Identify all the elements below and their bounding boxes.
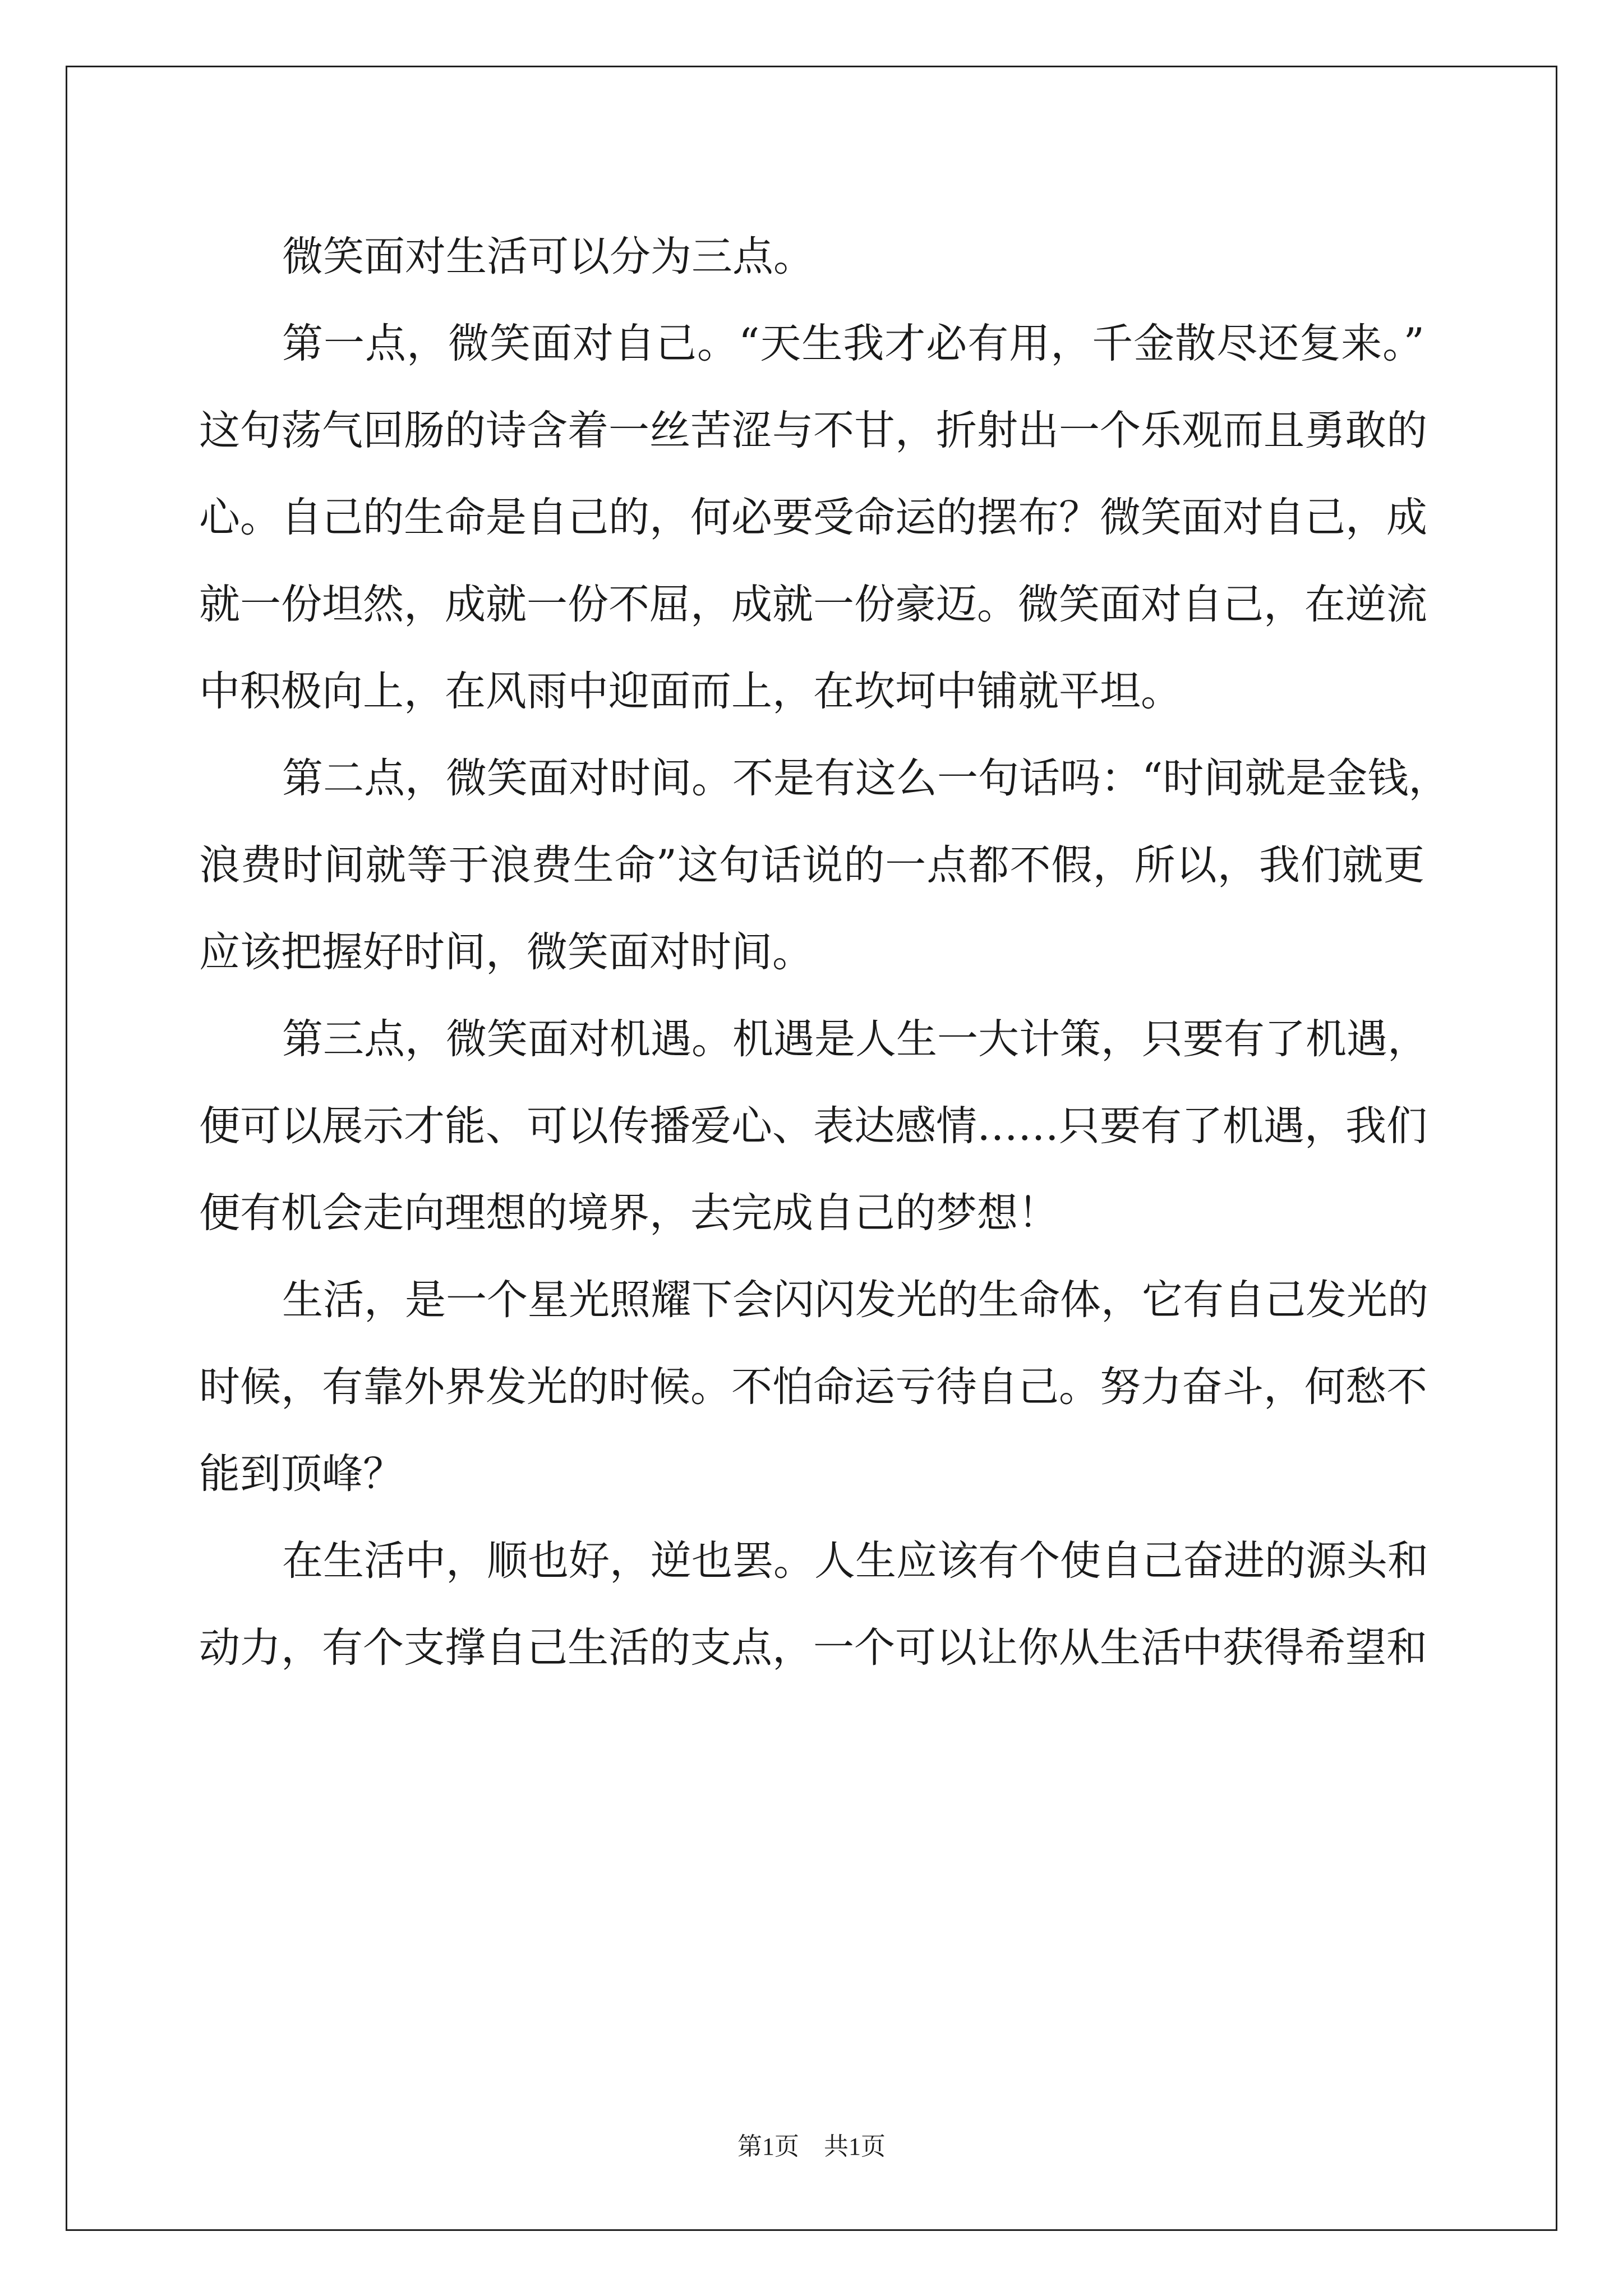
- text-line: 中积极向上，在风雨中迎面而上，在坎坷中铺就平坦。: [199, 668, 1182, 715]
- text-line: 浪费时间就等于浪费生命”这句话说的一点都不假，所以，我们就更: [199, 841, 1424, 889]
- text-line: 第三点，微笑面对机遇。机遇是人生一大计策，只要有了机遇，: [282, 1015, 1428, 1063]
- text-line: 时候，有靠外界发光的时候。不怕命运亏待自己。努力奋斗，何愁不: [199, 1363, 1427, 1411]
- text-line: 能到顶峰？: [199, 1450, 404, 1498]
- page-total: 共1页: [824, 2133, 886, 2160]
- page-number: 第1页: [737, 2133, 799, 2160]
- document-body: [199, 213, 1450, 1691]
- text-line: 动力，有个支撑自己生活的支点，一个可以让你从生活中获得希望和: [199, 1624, 1427, 1672]
- text-line: 便有机会走向理想的境界，去完成自己的梦想！: [199, 1189, 1059, 1237]
- text-line: 生活，是一个星光照耀下会闪闪发光的生命体，它有自己发光的: [282, 1276, 1428, 1324]
- text-line: 微笑面对生活可以分为三点。: [282, 233, 814, 280]
- text-line: 第二点，微笑面对时间。不是有这么一句话吗：“时间就是金钱，: [282, 754, 1450, 802]
- text-line: 就一份坦然，成就一份不屈，成就一份豪迈。微笑面对自己，在逆流: [199, 581, 1427, 628]
- text-line: 这句荡气回肠的诗含着一丝苦涩与不甘，折射出一个乐观而且勇敢的: [199, 407, 1427, 454]
- text-line: 应该把握好时间，微笑面对时间。: [199, 928, 813, 976]
- page-footer: [0, 2126, 1623, 2162]
- text-line: 在生活中，顺也好，逆也罢。人生应该有个使自己奋进的源头和: [282, 1537, 1428, 1585]
- text-line: 心。自己的生命是自己的，何必要受命运的摆布？微笑面对自己，成: [199, 494, 1427, 541]
- text-line: 便可以展示才能、可以传播爱心、表达感情……只要有了机遇，我们: [199, 1102, 1427, 1150]
- text-line: 第一点，微笑面对自己。“天生我才必有用，千金散尽还复来。”: [282, 320, 1424, 367]
